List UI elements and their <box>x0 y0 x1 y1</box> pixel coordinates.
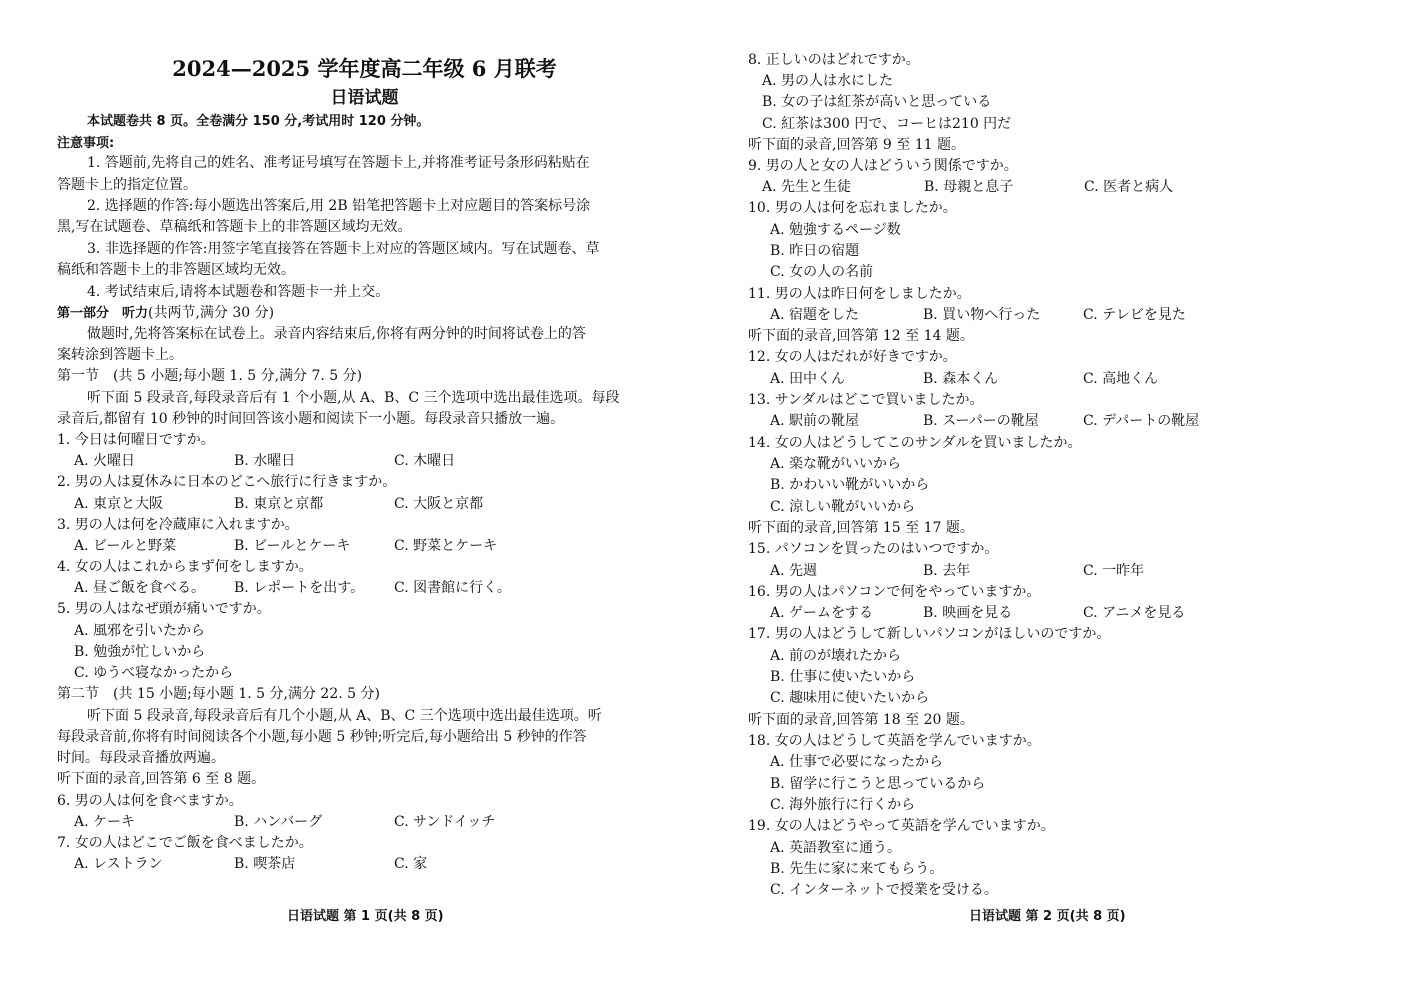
question-19-option-c: C. インターネットで授業を受ける。 <box>770 882 998 898</box>
section2-instructions-line-3: 时间。每段录音播放两遍。 <box>57 750 225 766</box>
option-a: A. ビールと野菜 <box>74 538 177 554</box>
question-5-option-c: C. ゆうべ寝なかったから <box>74 665 234 681</box>
option-a: A. 田中くん <box>770 371 846 387</box>
option-a: A. ケーキ <box>74 814 136 830</box>
option-b: B. 森本くん <box>923 371 999 387</box>
option-a: A. 東京と大阪 <box>74 496 164 512</box>
option-c: C. 図書館に行く。 <box>394 580 511 596</box>
question-16-options <box>748 603 1185 624</box>
notice-1-line-1: 1. 答题前,先将自己的姓名、准考证号填写在答题卡上,并将准考证号条形码粘贴在 <box>87 155 590 171</box>
notice-2-line-2: 黑,写在试题卷、草稿纸和答题卡上的非答题区域均无效。 <box>57 219 412 235</box>
question-8: 8. 正しいのはどれですか。 <box>748 52 920 68</box>
question-9: 9. 男の人と女の人はどういう関係ですか。 <box>748 158 1018 174</box>
question-17: 17. 男の人はどうして新しいパソコンがほしいのですか。 <box>748 626 1111 642</box>
question-10-option-c: C. 女の人の名前 <box>770 264 874 280</box>
option-b: B. ビールとケーキ <box>234 538 351 554</box>
option-c: C. テレビを見た <box>1083 307 1186 323</box>
option-c: C. サンドイッチ <box>394 814 496 830</box>
option-a: A. 宿題をした <box>770 307 860 323</box>
question-5-option-b: B. 勉強が忙しいから <box>74 644 206 660</box>
question-17-option-b: B. 仕事に使いたいから <box>770 669 916 685</box>
option-c: C. 大阪と京都 <box>394 496 484 512</box>
option-c: C. アニメを見る <box>1083 605 1186 621</box>
option-c: C. 高地くん <box>1083 371 1159 387</box>
section2-instructions-line-1: 听下面 5 段录音,每段录音后有几个小题,从 A、B、C 三个选项中选出最佳选项。听 <box>87 708 602 724</box>
notice-3-line-1: 3. 非选择题的作答:用签字笔直接答在答题卡上对应的答题区域内。写在试题卷、草 <box>87 241 600 257</box>
section2-instructions-line-2: 每段录音前,你将有时间阅读各个小题,每小题 5 秒钟;听完后,每小题给出 5 秒钟的作答 <box>57 729 587 745</box>
option-a: A. 火曜日 <box>74 453 136 469</box>
question-11-options <box>748 305 1186 326</box>
question-16: 16. 男の人はパソコンで何をやっていますか。 <box>748 584 1041 600</box>
listen-instruction-9-11: 听下面的录音,回答第 9 至 11 题。 <box>748 137 965 153</box>
question-13-options <box>748 411 1199 432</box>
question-14-option-c: C. 涼しい靴がいいから <box>770 499 916 515</box>
question-1: 1. 今日は何曜日ですか。 <box>57 432 215 448</box>
option-b: B. 去年 <box>923 563 971 579</box>
notice-2-line-1: 2. 选择题的作答:每小题选出答案后,用 2B 铅笔把答题卡上对应题目的答案标号涂 <box>87 198 591 214</box>
option-a: A. 駅前の靴屋 <box>770 413 860 429</box>
option-b: B. スーパーの靴屋 <box>923 413 1039 429</box>
option-b: B. 買い物へ行った <box>923 307 1041 323</box>
option-a: A. 先生と生徒 <box>762 179 852 195</box>
question-8-option-c: C. 紅茶は300 円で、コーヒは210 円だ <box>762 116 1012 132</box>
part1-title: 第一部分 听力 <box>57 306 149 321</box>
option-b: B. 母親と息子 <box>924 179 1014 195</box>
option-c: C. 一昨年 <box>1083 563 1145 579</box>
question-10: 10. 男の人は何を忘れましたか。 <box>748 200 957 216</box>
option-c: C. 医者と病人 <box>1084 179 1174 195</box>
exam-info: 本试题卷共 8 页。全卷满分 150 分,考试用时 120 分钟。 <box>87 114 430 129</box>
question-10-option-a: A. 勉強するページ数 <box>770 222 901 238</box>
question-18-option-c: C. 海外旅行に行くから <box>770 797 916 813</box>
question-8-option-b: B. 女の子は紅茶が高いと思っている <box>762 94 992 110</box>
option-a: A. 昼ご飯を食べる。 <box>74 580 206 596</box>
question-5: 5. 男の人はなぜ頭が痛いですか。 <box>57 601 271 617</box>
question-14-option-b: B. かわいい靴がいいから <box>770 477 930 493</box>
question-17-option-a: A. 前のが壊れたから <box>770 648 902 664</box>
question-18-option-b: B. 留学に行こうと思っているから <box>770 776 986 792</box>
question-19: 19. 女の人はどうやって英語を学んでいますか。 <box>748 818 1055 834</box>
page-1-footer: 日语试题 第 1 页(共 8 页) <box>287 909 444 924</box>
question-11: 11. 男の人は昨日何をしましたか。 <box>748 286 971 302</box>
question-7: 7. 女の人はどこでご飯を食べましたか。 <box>57 835 313 851</box>
exam-subtitle: 日语试题 <box>330 88 399 108</box>
notice-3-line-2: 稿纸和答题卡上的非答题区域均无效。 <box>57 262 295 278</box>
section1-instructions-line-2: 录音后,都留有 10 秒钟的时间回答该小题和阅读下一小题。每段录音只播放一遍。 <box>57 411 565 427</box>
option-b: B. レポートを出す。 <box>234 580 365 596</box>
part1-instructions-line-2: 案转涂到答题卡上。 <box>57 347 183 363</box>
exam-title: 2024—2025 学年度高二年级 6 月联考 <box>172 56 557 81</box>
question-5-option-a: A. 風邪を引いたから <box>74 623 206 639</box>
option-b: B. 喫茶店 <box>234 856 296 872</box>
option-b: B. 映画を見る <box>923 605 1013 621</box>
question-18: 18. 女の人はどうして英語を学んでいますか。 <box>748 733 1041 749</box>
question-17-option-c: C. 趣味用に使いたいから <box>770 690 930 706</box>
notice-1-line-2: 答题卡上的指定位置。 <box>57 177 197 193</box>
option-a: A. レストラン <box>74 856 163 872</box>
question-15-options <box>748 561 1144 582</box>
listen-instruction-12-14: 听下面的录音,回答第 12 至 14 题。 <box>748 328 974 344</box>
question-19-option-a: A. 英語教室に通う。 <box>770 840 902 856</box>
question-9-options <box>748 177 1173 198</box>
section1-instructions-line-1: 听下面 5 段录音,每段录音后有 1 个小题,从 A、B、C 三个选项中选出最佳选项。每段 <box>87 390 620 406</box>
listen-instruction-15-17: 听下面的录音,回答第 15 至 17 题。 <box>748 520 974 536</box>
question-19-option-b: B. 先生に家に来てもらう。 <box>770 861 944 877</box>
question-6-options <box>57 812 495 833</box>
option-c: C. 木曜日 <box>394 453 456 469</box>
notice-4: 4. 考试结束后,请将本试题卷和答题卡一并上交。 <box>87 284 390 300</box>
option-b: B. ハンバーグ <box>234 814 323 830</box>
listen-instruction-18-20: 听下面的录音,回答第 18 至 20 题。 <box>748 712 974 728</box>
question-18-option-a: A. 仕事で必要になったから <box>770 754 944 770</box>
question-10-option-b: B. 昨日の宿題 <box>770 243 860 259</box>
option-b: B. 東京と京都 <box>234 496 324 512</box>
option-a: A. 先週 <box>770 563 818 579</box>
part1-detail: (共两节,满分 30 分) <box>148 305 275 321</box>
question-8-option-a: A. 男の人は水にした <box>762 73 894 89</box>
question-2: 2. 男の人は夏休みに日本のどこへ旅行に行きますか。 <box>57 474 397 490</box>
question-15: 15. パソコンを買ったのはいつですか。 <box>748 541 999 557</box>
question-1-options <box>57 451 455 472</box>
question-3: 3. 男の人は何を冷蔵庫に入れますか。 <box>57 517 299 533</box>
option-b: B. 水曜日 <box>234 453 296 469</box>
question-14: 14. 女の人はどうしてこのサンダルを買いましたか。 <box>748 435 1082 451</box>
question-12: 12. 女の人はだれが好きですか。 <box>748 349 957 365</box>
option-a: A. ゲームをする <box>770 605 874 621</box>
question-12-options <box>748 369 1158 390</box>
page-2-footer: 日语试题 第 2 页(共 8 页) <box>969 909 1126 924</box>
question-4: 4. 女の人はこれからまず何をしますか。 <box>57 559 313 575</box>
question-14-option-a: A. 楽な靴がいいから <box>770 456 902 472</box>
notice-heading: 注意事项: <box>57 136 115 151</box>
question-2-options <box>57 494 483 515</box>
question-7-options <box>57 854 427 875</box>
option-c: C. 野菜とケーキ <box>394 538 498 554</box>
part1-heading <box>57 303 274 324</box>
question-3-options <box>57 536 497 557</box>
question-6: 6. 男の人は何を食べますか。 <box>57 793 243 809</box>
option-c: C. デパートの靴屋 <box>1083 413 1200 429</box>
listen-instruction-6-8: 听下面的录音,回答第 6 至 8 题。 <box>57 771 266 787</box>
section1-heading: 第一节 (共 5 小题;每小题 1. 5 分,满分 7. 5 分) <box>57 368 363 384</box>
option-c: C. 家 <box>394 856 428 872</box>
question-13: 13. サンダルはどこで買いましたか。 <box>748 392 984 408</box>
part1-instructions-line-1: 做题时,先将答案标在试卷上。录音内容结束后,你将有两分钟的时间将试卷上的答 <box>87 326 586 342</box>
question-4-options <box>57 578 511 599</box>
section2-heading: 第二节 (共 15 小题;每小题 1. 5 分,满分 22. 5 分) <box>57 686 380 702</box>
